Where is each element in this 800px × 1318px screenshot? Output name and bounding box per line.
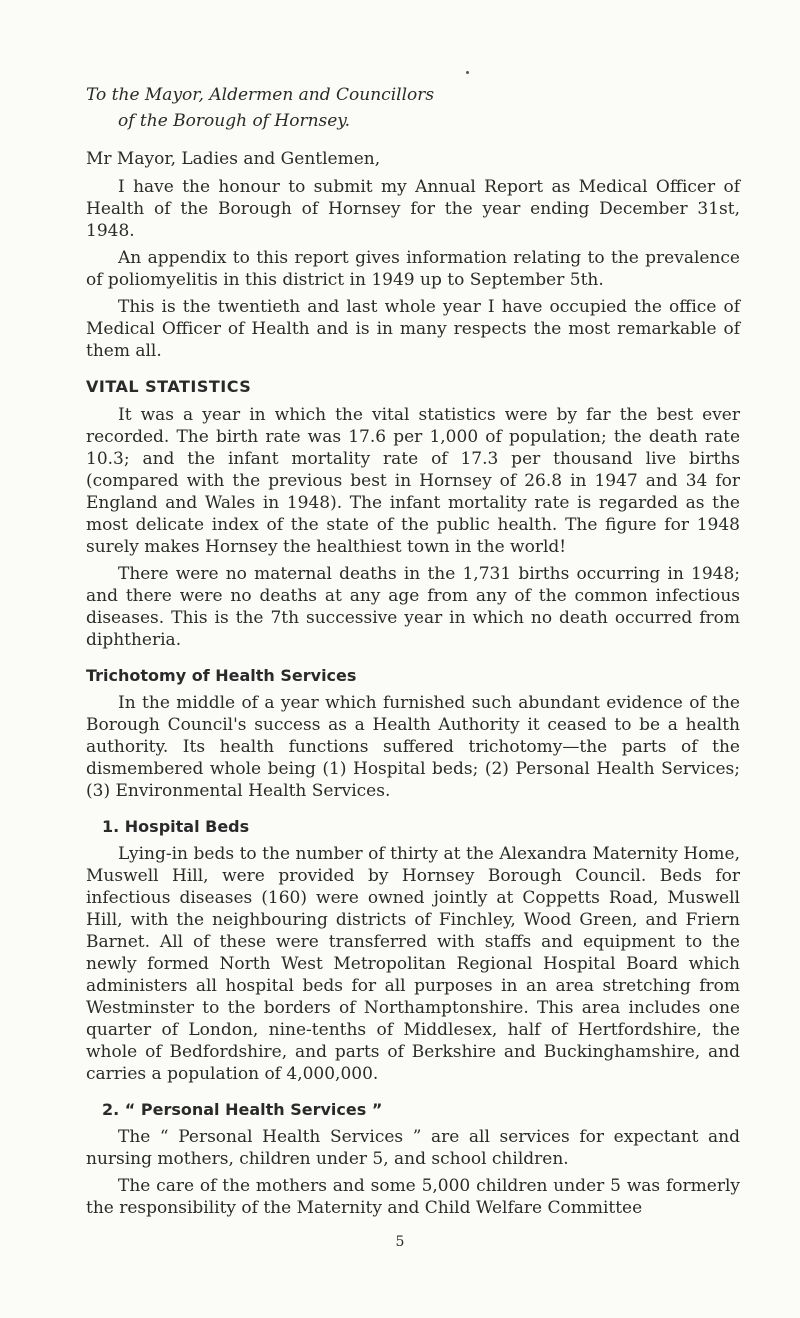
page-number: 5 xyxy=(395,1234,405,1250)
personal-health-paragraph: The “ Personal Health Services ” are all services for expectant and nursing mothers, children under 5, and school children. xyxy=(86,1127,740,1169)
greeting: Mr Mayor, Ladies and Gentlemen, xyxy=(86,149,381,169)
intro-paragraph: This is the twentieth and last whole year I have occupied the office of Medical Officer of Health and is in many respects the most remarkable of them all. xyxy=(86,297,740,361)
address-line-1: To the Mayor, Aldermen and Councillors xyxy=(86,85,435,105)
personal-health-paragraph: The care of the mothers and some 5,000 children under 5 was formerly the responsibility of the Maternity and Child Welfare Committee xyxy=(86,1176,740,1218)
vital-statistics-paragraph: There were no maternal deaths in the 1,731 births occurring in 1948; and there were no deaths at any age from any of the common infectious diseases. This is the 7th successive year in which no death occurred from diphtheria. xyxy=(86,564,740,650)
hospital-beds-heading: 1. Hospital Beds xyxy=(102,817,250,836)
intro-paragraph: I have the honour to submit my Annual Report as Medical Officer of Health of the Borough of Hornsey for the year ending December 31st, 1948. xyxy=(86,177,740,241)
personal-health-heading: 2. “ Personal Health Services ” xyxy=(102,1100,383,1119)
print-mark xyxy=(466,71,469,74)
report-body xyxy=(86,84,740,1224)
hospital-beds-paragraph: Lying-in beds to the number of thirty at the Alexandra Maternity Home, Muswell Hill, were provided by Hornsey Borough Council. Beds for infectious diseases (160) were owned jointly at Coppetts Road, Muswell Hill, with the neighbouring districts of Finchley, Wood Green, and Friern Barnet. All of these were transferred with staffs and equipment to the newly formed North West Metropolitan Regional Hospital Board which administers all hospital beds for all purposes in an area stretching from Westminster to the borders of Northamptonshire. This area includes one quarter of London, nine-tenths of Middlesex, half of Hertfordshire, the whole of Bedfordshire, and parts of Berkshire and Buckinghamshire, and carries a population of 4,000,000. xyxy=(86,844,740,1084)
vital-statistics-paragraph: It was a year in which the vital statistics were by far the best ever recorded. The birth rate was 17.6 per 1,000 of population; the death rate 10.3; and the infant mortality rate of 17.3 per thousand live births (compared with the previous best in Hornsey of 26.8 in 1947 and 34 for England and Wales in 1948). The infant mortality rate is regarded as the most delicate index of the state of the public health. The figure for 1948 surely makes Hornsey the healthiest town in the world! xyxy=(86,405,740,557)
trichotomy-heading: Trichotomy of Health Services xyxy=(86,666,357,685)
vital-statistics-heading: VITAL STATISTICS xyxy=(86,377,252,396)
trichotomy-paragraph: In the middle of a year which furnished such abundant evidence of the Borough Council's success as a Health Authority it ceased to be a health authority. Its health functions suffered trichotomy—the parts of the dismembered whole being (1) Hospital beds; (2) Personal Health Services; (3) Environmental Health Services. xyxy=(86,693,740,801)
address-line-2: of the Borough of Hornsey. xyxy=(118,111,351,131)
intro-paragraph: An appendix to this report gives information relating to the prevalence of poliomyelitis in this district in 1949 up to September 5th. xyxy=(86,248,740,290)
